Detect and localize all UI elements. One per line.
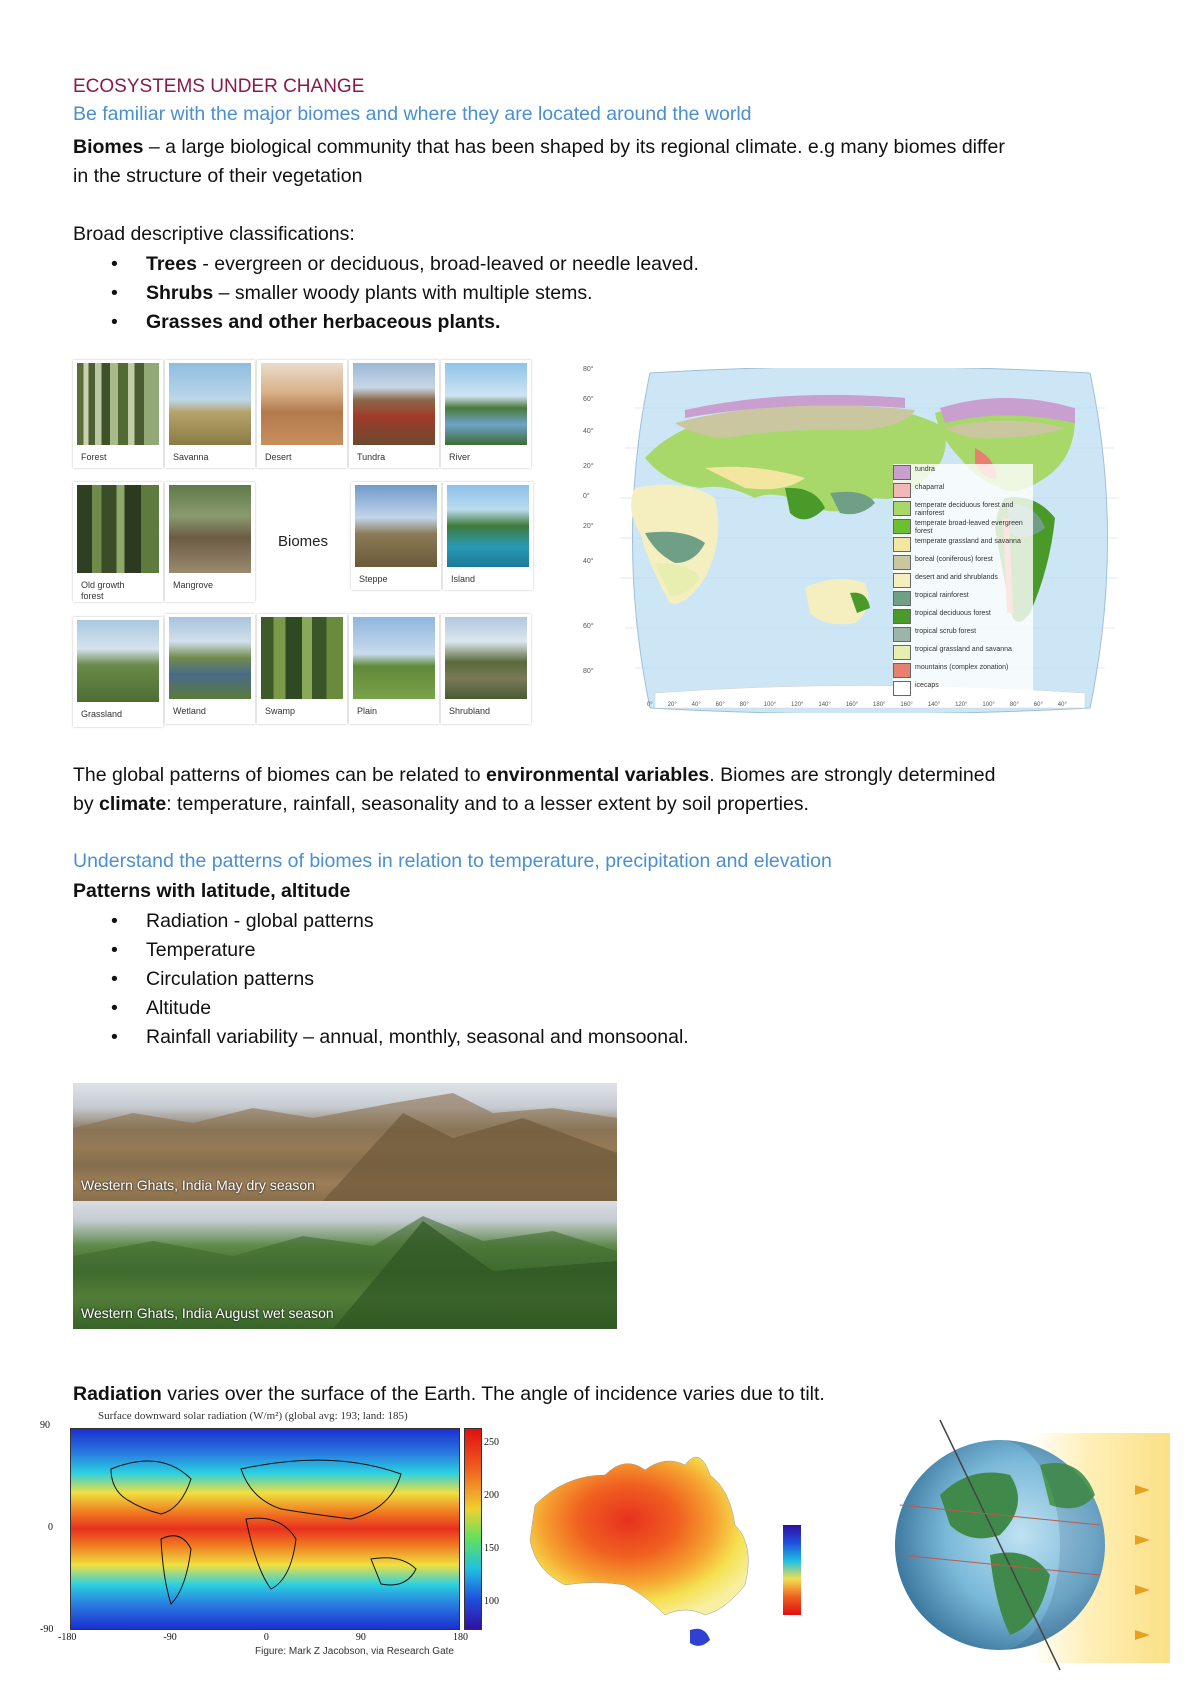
- broad-classifications-label: Broad descriptive classifications:: [73, 223, 355, 245]
- solar-colorbar: [464, 1428, 482, 1630]
- biome-caption: Plain: [357, 706, 378, 716]
- biome-caption: Old growth forest: [81, 580, 125, 601]
- subheading-patterns: Understand the patterns of biomes in relation to temperature, precipitation and elevation: [73, 850, 832, 872]
- globe-graphic: [880, 1405, 1170, 1675]
- biome-caption: Forest: [81, 452, 107, 462]
- solar-x-ticks: -180 -90 0 90 180: [58, 1632, 468, 1643]
- caption-dry-season: Western Ghats, India May dry season: [81, 1177, 315, 1193]
- earth-tilt-diagram: [880, 1405, 1170, 1675]
- legend-swatch: [893, 627, 911, 642]
- western-ghats-wet-photo: [73, 1201, 617, 1329]
- biome-caption: Island: [451, 574, 476, 584]
- solar-radiation-map: [40, 1410, 510, 1660]
- patterns-heading: Patterns with latitude, altitude: [73, 880, 351, 902]
- list-item: • Circulation patterns: [73, 965, 1073, 994]
- biome-tile-desert: [257, 360, 347, 468]
- biome-caption: Tundra: [357, 452, 386, 462]
- classification-list: [73, 250, 1073, 337]
- western-ghats-dry-photo: [73, 1083, 617, 1201]
- biome-tile-old-growth-forest: [73, 482, 163, 602]
- biome-caption: Grassland: [81, 709, 123, 719]
- biome-photo-grid: [73, 360, 533, 730]
- colorbar-tick: 250: [484, 1437, 499, 1448]
- biome-tile-mangrove: [165, 482, 255, 602]
- map-lat-labels: 80° 60° 40° 20° 0° 20° 40° 60° 80°: [583, 366, 594, 675]
- colorbar-tick: 150: [484, 1543, 499, 1554]
- biome-caption: Wetland: [173, 706, 206, 716]
- caption-wet-season: Western Ghats, India August wet season: [81, 1305, 334, 1321]
- biome-tile-wetland: [165, 614, 255, 724]
- solar-map-credit: Figure: Mark Z Jacobson, via Research Gate: [255, 1646, 454, 1657]
- australia-shape: [525, 1445, 825, 1670]
- page-title: ECOSYSTEMS UNDER CHANGE: [73, 76, 365, 97]
- list-item: • Radiation - global patterns: [73, 907, 1073, 936]
- biome-caption: Desert: [265, 452, 292, 462]
- biome-map-legend: tundra chaparral temperate deciduous forest and rainforest temperate broad-leaved evergreen forest temperate grassland and savanna boreal (coniferous) forest desert and arid shrublands tropical rainforest tropical deciduous forest tropical scrub forest tropical grassland and savanna mountains (complex zonation) icecaps: [893, 464, 1033, 694]
- solar-map-title: Surface downward solar radiation (W/m²) (global avg: 193; land: 185): [98, 1410, 408, 1422]
- biome-tile-tundra: [349, 360, 439, 468]
- legend-swatch: [893, 483, 911, 498]
- biome-tile-river: [441, 360, 531, 468]
- biome-caption: Steppe: [359, 574, 388, 584]
- legend-swatch: [893, 537, 911, 552]
- subheading-biomes: Be familiar with the major biomes and where they are located around the world: [73, 103, 752, 125]
- list-item: • Rainfall variability – annual, monthly, seasonal and monsoonal.: [73, 1023, 1073, 1052]
- biome-grid-center-label: Biomes: [277, 533, 329, 550]
- biome-caption: River: [449, 452, 471, 462]
- biome-tile-steppe: [351, 482, 441, 590]
- biome-caption: Swamp: [265, 706, 296, 716]
- biome-caption: Mangrove: [173, 580, 214, 590]
- australia-colorbar: [783, 1525, 801, 1615]
- biome-tile-savanna: [165, 360, 255, 468]
- biome-map-graphic: [605, 368, 1120, 713]
- list-item: • Grasses and other herbaceous plants.: [73, 308, 1073, 337]
- patterns-list: [73, 907, 1073, 1052]
- solar-y-tick: 0: [48, 1522, 53, 1533]
- environmental-paragraph: The global patterns of biomes can be related to environmental variables. Biomes are strongly determined by climate: temperature, rainfall, seasonality and to a lesser extent by soil properties.: [73, 764, 996, 815]
- list-item: • Altitude: [73, 994, 1073, 1023]
- biome-tile-plain: [349, 614, 439, 724]
- biome-caption: Shrubland: [449, 706, 491, 716]
- biome-tile-swamp: [257, 614, 347, 724]
- list-item: • Trees - evergreen or deciduous, broad-leaved or needle leaved.: [73, 250, 1073, 279]
- legend-swatch: [893, 591, 911, 606]
- solar-y-tick: -90: [40, 1624, 54, 1635]
- biomes-def-line2: in the structure of their vegetation: [73, 165, 363, 187]
- legend-swatch: [893, 681, 911, 696]
- map-lon-labels: 0° 20° 40° 60° 80° 100° 120° 140° 160° 180° 160° 140° 120° 100° 80° 60° 40°: [647, 702, 1067, 708]
- colorbar-tick: 100: [484, 1596, 499, 1607]
- biome-tile-grassland: [73, 617, 163, 727]
- biomes-def-line1: – a large biological community that has been shaped by its regional climate. e.g many biomes differ: [143, 136, 1005, 158]
- biome-tile-forest: [73, 360, 163, 468]
- legend-swatch: [893, 501, 911, 516]
- biome-caption: Savanna: [173, 452, 209, 462]
- legend-swatch: [893, 573, 911, 588]
- list-item: • Temperature: [73, 936, 1073, 965]
- radiation-sentence: Radiation varies over the surface of the Earth. The angle of incidence varies due to tilt.: [73, 1383, 825, 1405]
- solar-continents: [71, 1429, 459, 1629]
- biome-tile-island: [443, 482, 533, 590]
- legend-swatch: [893, 519, 911, 534]
- biomes-definition: [73, 133, 1173, 191]
- colorbar-tick: 200: [484, 1490, 499, 1501]
- list-item: • Shrubs – smaller woody plants with multiple stems.: [73, 279, 1073, 308]
- legend-swatch: [893, 663, 911, 678]
- world-biome-map: [583, 366, 1120, 713]
- legend-swatch: [893, 555, 911, 570]
- legend-swatch: [893, 645, 911, 660]
- solar-y-tick: 90: [40, 1420, 50, 1431]
- biome-tile-shrubland: [441, 614, 531, 724]
- legend-swatch: [893, 609, 911, 624]
- solar-map-plot: [70, 1428, 460, 1630]
- legend-swatch: [893, 465, 911, 480]
- biomes-term: Biomes: [73, 136, 144, 158]
- australia-solar-map: [525, 1445, 825, 1670]
